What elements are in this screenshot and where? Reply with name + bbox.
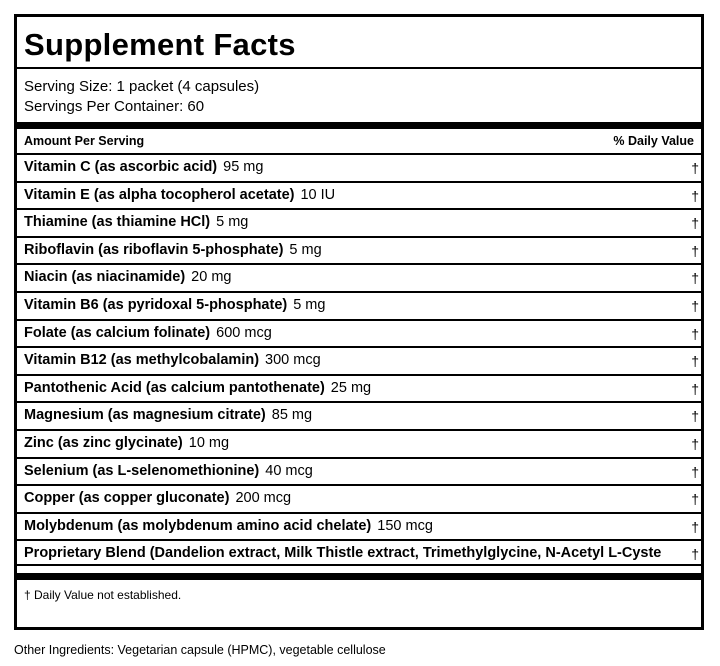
nutrient-name: Selenium (as L-selenomethionine) bbox=[24, 462, 260, 479]
nutrient-name: Vitamin C (as ascorbic acid) bbox=[24, 159, 218, 175]
nutrient-text bbox=[24, 269, 231, 285]
title-divider bbox=[17, 67, 701, 69]
nutrient-text bbox=[24, 187, 335, 203]
list-end-divider bbox=[17, 564, 701, 566]
nutrient-amount: 20 mg bbox=[191, 269, 232, 286]
nutrient-amount: 10 IU bbox=[300, 186, 336, 203]
table-row bbox=[17, 539, 704, 567]
table-row bbox=[17, 236, 704, 264]
nutrient-daily-value: † bbox=[691, 353, 699, 370]
nutrient-name: Copper (as copper gluconate) bbox=[24, 490, 230, 507]
supplement-facts-panel bbox=[14, 14, 704, 630]
table-row bbox=[17, 208, 704, 236]
nutrient-amount: 5 mg bbox=[216, 214, 249, 231]
nutrient-daily-value: † bbox=[691, 408, 699, 425]
footnote-divider bbox=[17, 573, 701, 580]
nutrient-amount: 600 mcg bbox=[216, 324, 272, 341]
nutrient-text bbox=[24, 463, 313, 479]
nutrient-amount: 200 mcg bbox=[235, 490, 292, 507]
column-header bbox=[17, 131, 701, 153]
nutrient-daily-value: † bbox=[691, 160, 699, 176]
nutrient-daily-value: † bbox=[691, 380, 699, 397]
table-row bbox=[17, 512, 704, 540]
nutrient-daily-value: † bbox=[691, 297, 699, 314]
nutrient-name: Vitamin E (as alpha tocopherol acetate) bbox=[24, 186, 295, 203]
nutrient-daily-value: † bbox=[691, 546, 699, 563]
nutrient-amount: 5 mg bbox=[289, 241, 322, 258]
table-row bbox=[17, 484, 704, 512]
table-row bbox=[17, 401, 704, 429]
nutrient-text bbox=[24, 297, 325, 313]
nutrient-text bbox=[24, 545, 667, 561]
nutrient-name: Vitamin B6 (as pyridoxal 5-phosphate) bbox=[24, 296, 288, 313]
panel-title: Supplement Facts bbox=[24, 27, 296, 62]
table-row bbox=[17, 319, 704, 347]
table-row bbox=[17, 457, 704, 485]
nutrient-name: Zinc (as zinc glycinate) bbox=[24, 434, 183, 451]
nutrient-amount: 150 mcg bbox=[377, 517, 433, 534]
nutrient-daily-value: † bbox=[691, 518, 699, 535]
nutrient-amount: 25 mg bbox=[330, 379, 372, 396]
nutrient-text bbox=[24, 159, 263, 175]
daily-value-label: % Daily Value bbox=[613, 134, 694, 148]
table-row bbox=[17, 181, 704, 209]
nutrient-name: Molybdenum (as molybdenum amino acid chelate) bbox=[24, 517, 372, 534]
table-row bbox=[17, 291, 704, 319]
nutrient-daily-value: † bbox=[691, 435, 699, 452]
nutrient-amount: 300 mcg bbox=[265, 352, 321, 369]
nutrient-name: Riboflavin (as riboflavin 5-phosphate) bbox=[24, 241, 284, 258]
nutrient-text bbox=[24, 214, 248, 230]
nutrient-name: Pantothenic Acid (as calcium pantothenate) bbox=[24, 379, 325, 396]
amount-per-serving-label: Amount Per Serving bbox=[24, 134, 145, 148]
nutrient-text bbox=[24, 518, 433, 534]
nutrient-text bbox=[24, 407, 312, 423]
nutrient-amount: 85 mg bbox=[271, 407, 313, 424]
nutrient-text bbox=[24, 325, 272, 341]
nutrient-daily-value: † bbox=[691, 270, 699, 287]
nutrient-list bbox=[17, 153, 704, 567]
table-row bbox=[17, 429, 704, 457]
nutrient-amount: 5 mg bbox=[293, 296, 326, 313]
serving-size: Serving Size: 1 packet (4 capsules) bbox=[24, 78, 260, 95]
nutrient-text bbox=[24, 380, 371, 396]
nutrient-name: Vitamin B12 (as methylcobalamin) bbox=[24, 352, 260, 369]
nutrient-name: Magnesium (as magnesium citrate) bbox=[24, 407, 266, 424]
nutrient-daily-value: † bbox=[691, 325, 699, 342]
serving-divider bbox=[17, 122, 701, 129]
nutrient-name: Niacin (as niacinamide) bbox=[24, 269, 186, 286]
table-row bbox=[17, 263, 704, 291]
nutrient-daily-value: † bbox=[691, 215, 699, 232]
nutrient-name: Folate (as calcium folinate) bbox=[24, 324, 211, 341]
nutrient-text bbox=[24, 435, 229, 451]
nutrient-name: Thiamine (as thiamine HCl) bbox=[24, 214, 211, 231]
nutrient-amount: 10 mg bbox=[188, 434, 230, 451]
table-row bbox=[17, 374, 704, 402]
nutrient-text bbox=[24, 352, 321, 368]
table-row bbox=[17, 153, 704, 181]
servings-per-container: Servings Per Container: 60 bbox=[24, 98, 205, 115]
nutrient-text bbox=[24, 490, 291, 506]
table-row bbox=[17, 346, 704, 374]
nutrient-name: Proprietary Blend (Dandelion extract, Milk Thistle extract, Trimethylglycine, N-Acetyl L-Cyste bbox=[24, 545, 662, 562]
nutrient-daily-value: † bbox=[691, 491, 699, 508]
nutrient-daily-value: † bbox=[691, 242, 699, 259]
nutrient-amount: 95 mg bbox=[223, 159, 264, 175]
nutrient-daily-value: † bbox=[691, 463, 699, 480]
nutrient-text bbox=[24, 242, 322, 258]
nutrient-daily-value: † bbox=[691, 187, 699, 204]
other-ingredients: Other Ingredients: Vegetarian capsule (HPMC), vegetable cellulose bbox=[14, 643, 386, 657]
daily-value-footnote: † Daily Value not established. bbox=[24, 588, 182, 602]
nutrient-amount: 40 mcg bbox=[265, 462, 313, 479]
